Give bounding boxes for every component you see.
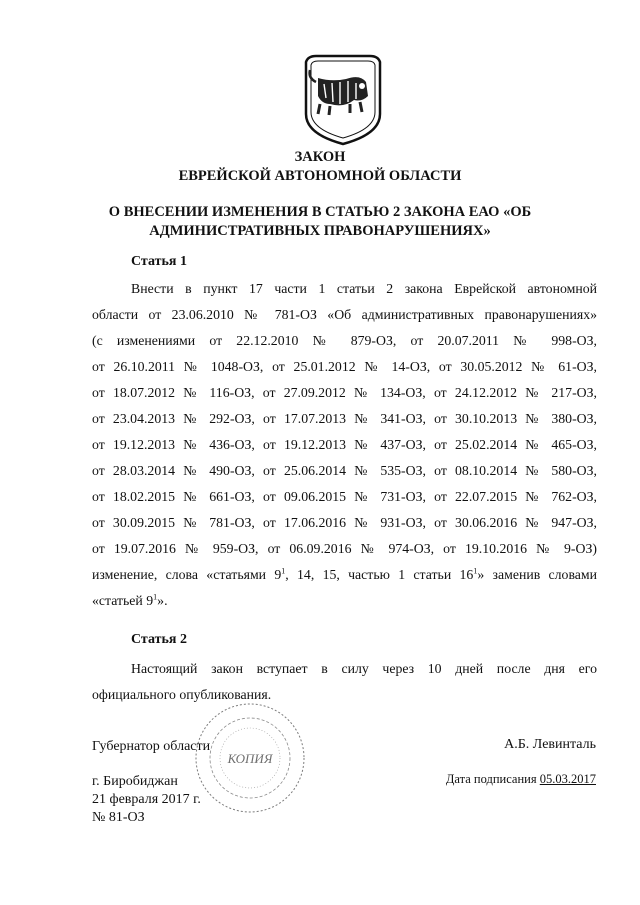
law-number: № 81-ОЗ	[92, 810, 145, 825]
article-1-text-part: , 14, 15, частью 1 статьи 16	[285, 567, 474, 582]
article-1-line: (с изменениями от 22.12.2010 № 879-ОЗ, от 20.07.2011 № 998-ОЗ,	[92, 333, 597, 348]
law-date: 21 февраля 2017 г.	[92, 792, 201, 807]
superscript-index: 1	[281, 566, 286, 576]
article-2-line: официального опубликования.	[92, 687, 272, 702]
article-1-line: области от 23.06.2010 № 781-ОЗ «Об административных правонарушениях»	[92, 307, 597, 322]
article-1-text-part: » заменив словами	[477, 567, 598, 582]
article-1-line: от 26.10.2011 № 1048-ОЗ, от 25.01.2012 № 14-ОЗ, от 30.05.2012 № 61-ОЗ,	[92, 359, 597, 374]
law-subject-line-2: АДМИНИСТРАТИВНЫХ ПРАВОНАРУШЕНИЯХ»	[149, 223, 491, 239]
article-1-heading: Статья 1	[131, 254, 187, 269]
article-1-text-part: «статьей 9	[92, 593, 154, 608]
signatory-name: А.Б. Левинталь	[504, 737, 596, 752]
article-1-line: от 18.02.2015 № 661-ОЗ, от 09.06.2015 № 731-ОЗ, от 22.07.2015 № 762-ОЗ,	[92, 489, 597, 504]
signing-date-block	[446, 772, 596, 787]
coat-of-arms-tiger-icon	[302, 52, 384, 148]
signing-city: г. Биробиджан	[92, 774, 178, 789]
stamp-label: КОПИЯ	[227, 751, 273, 766]
article-1-line: от 18.07.2012 № 116-ОЗ, от 27.09.2012 № 134-ОЗ, от 24.12.2012 № 217-ОЗ,	[92, 385, 597, 400]
superscript-index: 1	[153, 592, 158, 602]
law-subject-line-1: О ВНЕСЕНИИ ИЗМЕНЕНИЯ В СТАТЬЮ 2 ЗАКОНА ЕАО «ОБ	[108, 204, 532, 220]
law-region: ЕВРЕЙСКОЙ АВТОНОМНОЙ ОБЛАСТИ	[178, 168, 462, 184]
signatory-position: Губернатор области	[92, 739, 211, 754]
article-1-text-part: ».	[157, 593, 168, 608]
superscript-index: 1	[473, 566, 478, 576]
signing-date-value: 05.03.2017	[539, 772, 596, 786]
article-1-line: Внести в пункт 17 части 1 статьи 2 закона Еврейской автономной	[131, 281, 597, 296]
law-title: ЗАКОН	[294, 149, 346, 165]
article-1-line: от 30.09.2015 № 781-ОЗ, от 17.06.2016 № 931-ОЗ, от 30.06.2016 № 947-ОЗ,	[92, 515, 597, 530]
article-1-line: от 19.07.2016 № 959-ОЗ, от 06.09.2016 № 974-ОЗ, от 19.10.2016 № 9-ОЗ)	[92, 541, 597, 556]
article-2-line: Настоящий закон вступает в силу через 10 дней после дня его	[131, 661, 597, 676]
article-1-line	[92, 592, 597, 610]
article-1-line	[92, 566, 597, 584]
article-1-text-part: изменение, слова «статьями 9	[92, 567, 282, 582]
round-stamp	[192, 700, 308, 816]
article-1-line: от 23.04.2013 № 292-ОЗ, от 17.07.2013 № 341-ОЗ, от 30.10.2013 № 380-ОЗ,	[92, 411, 597, 426]
article-2-heading: Статья 2	[131, 632, 187, 647]
signing-date-label: Дата подписания	[445, 772, 537, 786]
article-1-line: от 19.12.2013 № 436-ОЗ, от 19.12.2013 № 437-ОЗ, от 25.02.2014 № 465-ОЗ,	[92, 437, 597, 452]
article-1-line: от 28.03.2014 № 490-ОЗ, от 25.06.2014 № 535-ОЗ, от 08.10.2014 № 580-ОЗ,	[92, 463, 597, 478]
